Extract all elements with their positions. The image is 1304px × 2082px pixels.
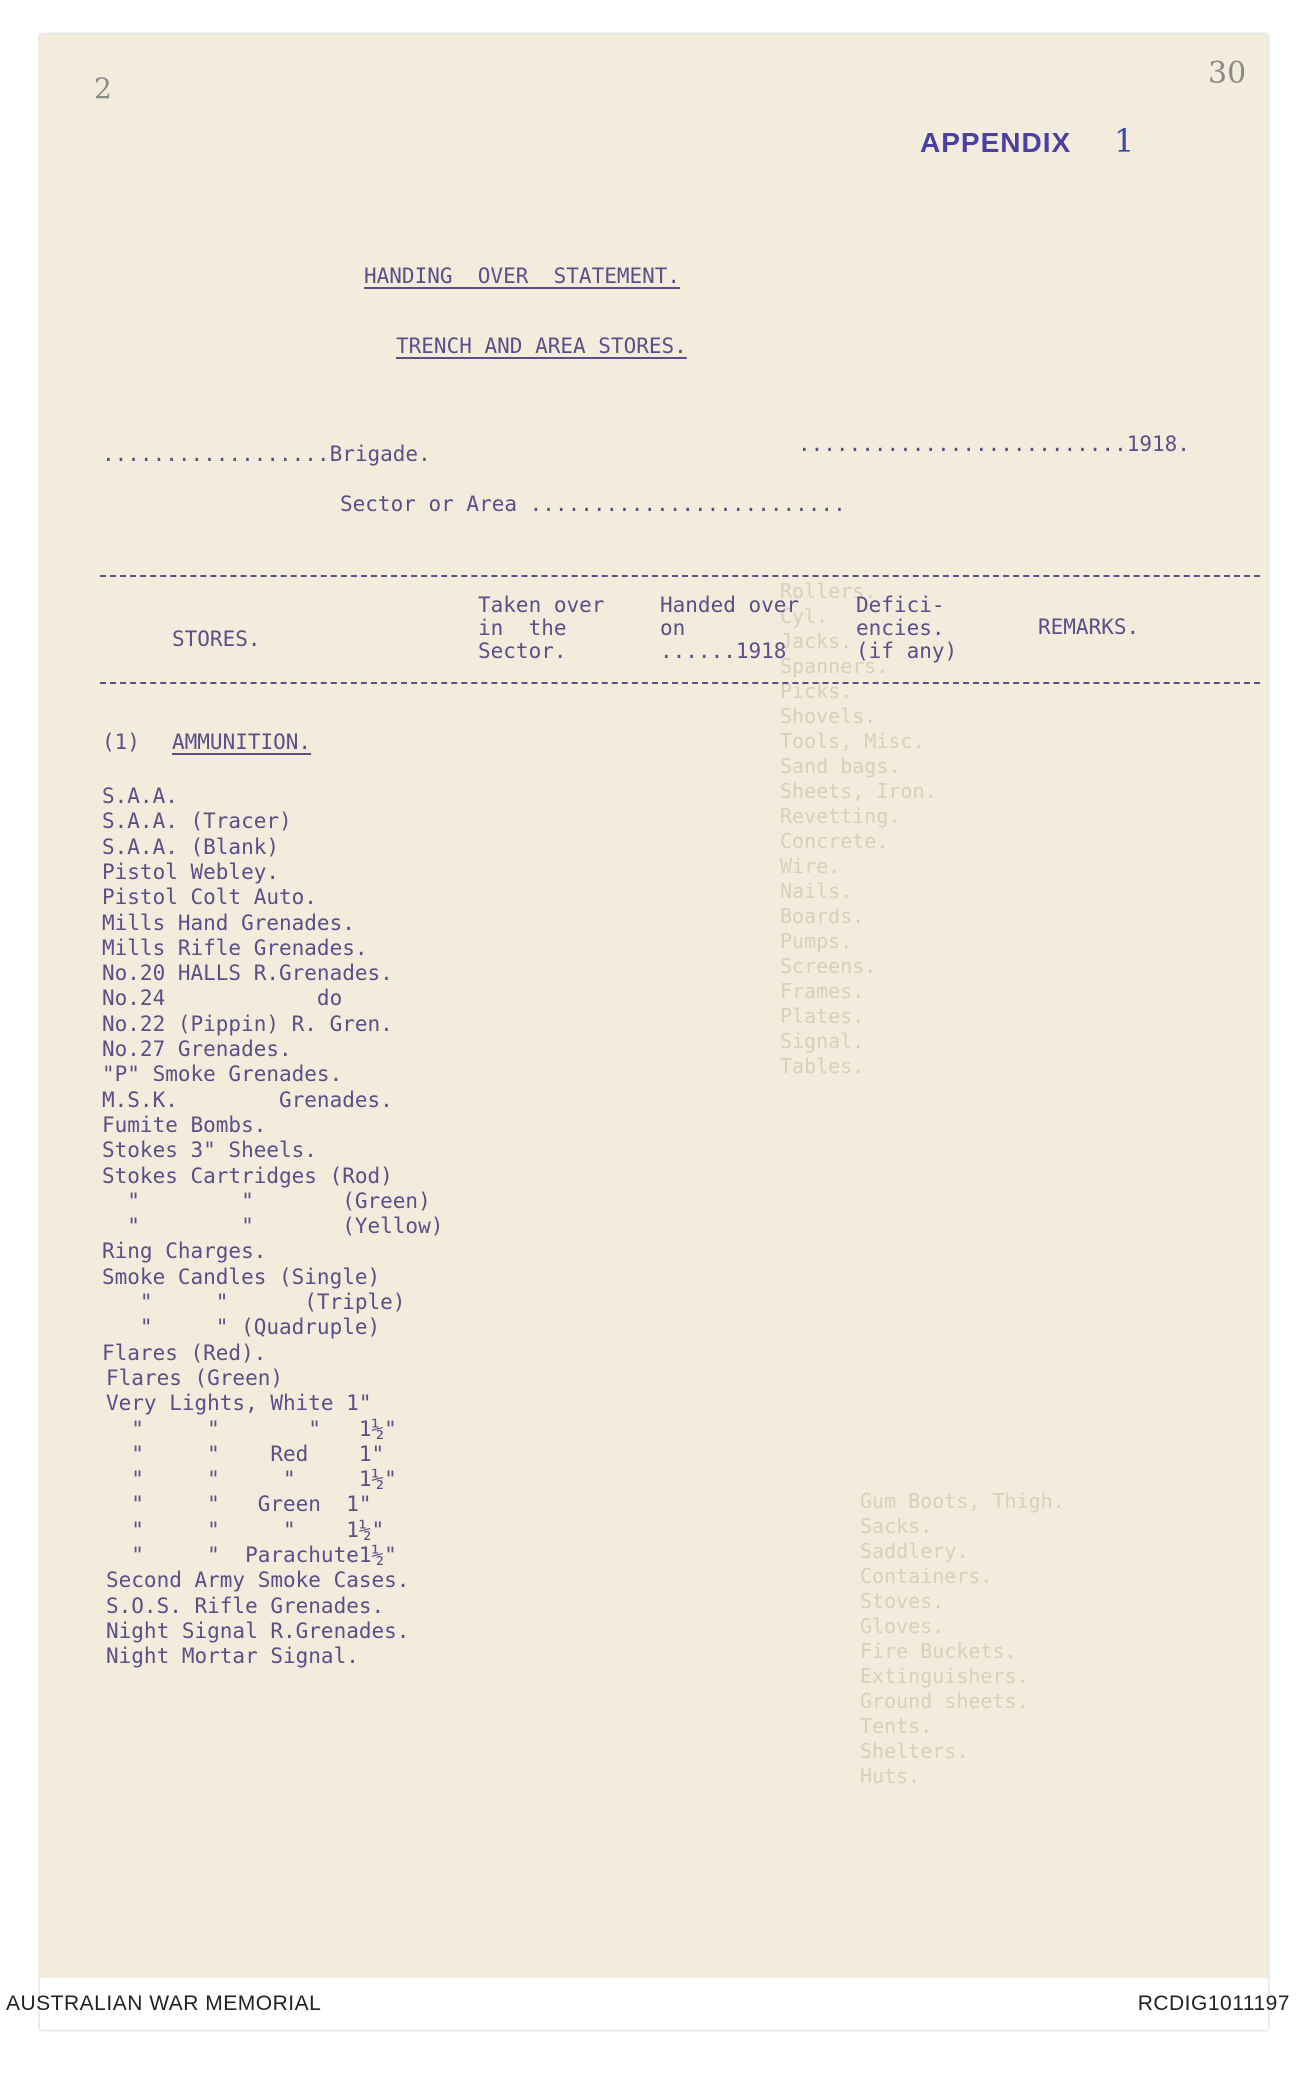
ammunition-item: Night Mortar Signal. — [106, 1644, 359, 1669]
ammunition-item: " " (Triple) — [102, 1290, 406, 1314]
ammunition-item: Stokes 3" Sheels. — [102, 1138, 317, 1163]
section-number: (1) — [102, 730, 140, 754]
ammunition-item: " " " 1½" — [106, 1517, 385, 1542]
header-handed-over: Handed over on ......1918 — [660, 593, 800, 663]
ammunition-item: S.O.S. Rifle Grenades. — [106, 1593, 385, 1618]
ammunition-item: S.A.A. (Tracer) — [102, 809, 292, 834]
document-title: HANDING OVER STATEMENT. — [364, 264, 681, 288]
ammunition-item: " " Parachute1½" — [106, 1543, 397, 1567]
footer-source: AUSTRALIAN WAR MEMORIAL — [6, 1992, 322, 2015]
footer-identifier: RCDIG1011197 — [1137, 1992, 1290, 2015]
header-stores: STORES. — [172, 627, 261, 651]
header-deficiencies: Defici- encies. (if any) — [856, 593, 958, 663]
ammunition-item: No.20 HALLS R.Grenades. — [102, 961, 393, 986]
stamp-number: 1 — [1113, 122, 1136, 160]
ammunition-item: " " " 1½" — [106, 1416, 397, 1441]
pencil-mark: 2 — [94, 72, 112, 105]
ammunition-item: M.S.K. Grenades. — [102, 1087, 393, 1112]
document-page — [6, 34, 1290, 2030]
show-through-ghost: Rollers. Cyl. Jacks. Spanners. Picks. Shovels. Tools, Misc. Sand bags. Sheets, Iron. Revetting. Concrete. Wire. Nails. Boards. Pumps. Screens. Frames. Plates. Signal. Tables. — [780, 579, 937, 1078]
ammunition-item: " " " 1½" — [106, 1467, 397, 1492]
ammunition-item: No.24 do — [102, 986, 343, 1011]
ammunition-item: Stokes Cartridges (Rod) — [102, 1163, 393, 1188]
appendix-stamp — [920, 122, 1135, 160]
ammunition-item: Pistol Webley. — [102, 859, 280, 884]
ammunition-item: No.27 Grenades. — [102, 1037, 292, 1061]
header-remarks: REMARKS. — [1038, 615, 1140, 639]
ammunition-item: S.A.A. (Blank) — [102, 834, 280, 859]
ammunition-item: Mills Hand Grenades. — [102, 910, 355, 935]
ammunition-item: Smoke Candles (Single) — [102, 1264, 381, 1289]
ammunition-item: Second Army Smoke Cases. — [106, 1568, 410, 1593]
folio-number: 30 — [1208, 56, 1247, 91]
ammunition-item: Pistol Colt Auto. — [102, 885, 317, 910]
brigade-field: ..................Brigade. — [102, 442, 431, 466]
sector-field: Sector or Area ......................... — [340, 492, 846, 516]
ammunition-item: Flares (Red). — [102, 1340, 267, 1365]
ammunition-item: Mills Rifle Grenades. — [102, 935, 368, 960]
ammunition-item: " " Red 1" — [106, 1441, 385, 1466]
ammunition-item: Very Lights, White 1" — [106, 1391, 372, 1416]
ammunition-item: S.A.A. — [102, 784, 178, 808]
ammunition-item: "P" Smoke Grenades. — [102, 1062, 343, 1087]
ammunition-item: No.22 (Pippin) R. Gren. — [102, 1011, 393, 1036]
header-taken-over: Taken over in the Sector. — [478, 593, 605, 663]
header-rule-bottom — [100, 682, 1260, 684]
show-through-ghost-2: Gum Boots, Thigh. Sacks. Saddlery. Containers. Stoves. Gloves. Fire Buckets. Extinguishers. Ground sheets. Tents. Shelters. Huts. — [860, 1489, 1065, 1788]
ammunition-item: Ring Charges. — [102, 1239, 267, 1264]
ammunition-item: " " (Quadruple) — [102, 1315, 381, 1340]
footer-bar — [6, 1978, 1290, 2030]
date-field: ..........................1918. — [798, 432, 1190, 456]
header-rule-top — [100, 575, 1260, 577]
ammunition-item: " " (Green) — [102, 1188, 431, 1213]
stamp-label: APPENDIX — [920, 127, 1072, 158]
document-subtitle: TRENCH AND AREA STORES. — [396, 334, 687, 358]
ammunition-item: " " (Yellow) — [102, 1214, 444, 1239]
section-heading: AMMUNITION. — [172, 730, 312, 754]
ammunition-item: Fumite Bombs. — [102, 1112, 267, 1137]
ammunition-item: Flares (Green) — [106, 1365, 284, 1390]
ammunition-item: Night Signal R.Grenades. — [106, 1618, 410, 1643]
ammunition-item: " " Green 1" — [106, 1492, 372, 1517]
